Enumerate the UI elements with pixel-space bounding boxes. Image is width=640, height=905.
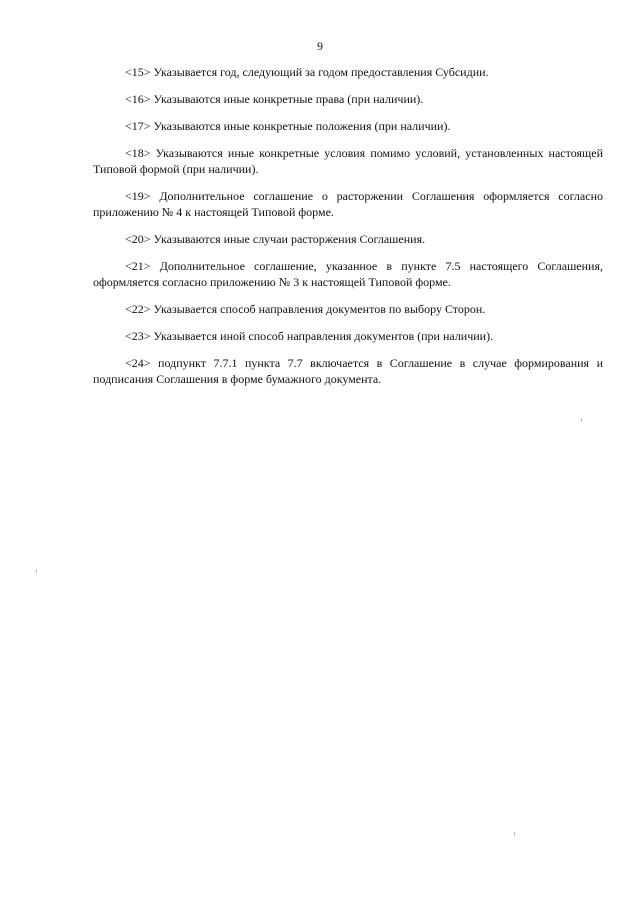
footnote-19: <19> Дополнительное соглашение о расторжении Соглашения оформляется согласно приложению № 4 к настоящей Типовой форме. <box>93 189 603 219</box>
footnote-23: <23> Указывается иной способ направления документов (при наличии). <box>125 329 494 343</box>
footnote-21: <21> Дополнительное соглашение, указанное в пункте 7.5 настоящего Соглашения, оформляется согласно приложению № 3 к настоящей Типовой форме. <box>93 259 603 289</box>
footnote-22: <22> Указывается способ направления документов по выбору Сторон. <box>125 302 486 316</box>
footnote-24: <24> подпункт 7.7.1 пункта 7.7 включается в Соглашение в случае формирования и подписания Соглашения в форме бумажного документа. <box>93 356 603 386</box>
scan-speck <box>36 569 37 573</box>
footnote-17: <17> Указываются иные конкретные положения (при наличии). <box>125 119 451 133</box>
footnote-18: <18> Указываются иные конкретные условия помимо условий, установленных настоящей Типовой формой (при наличии). <box>93 146 603 176</box>
footnote-16: <16> Указываются иные конкретные права (при наличии). <box>125 92 424 106</box>
page-number: 9 <box>317 39 323 53</box>
scan-speck <box>514 832 515 836</box>
scan-speck <box>581 418 582 422</box>
footnote-20: <20> Указываются иные случаи расторжения Соглашения. <box>125 232 426 246</box>
footnotes-list <box>93 64 603 398</box>
footnote-15: <15> Указывается год, следующий за годом предоставления Субсидии. <box>125 65 489 79</box>
